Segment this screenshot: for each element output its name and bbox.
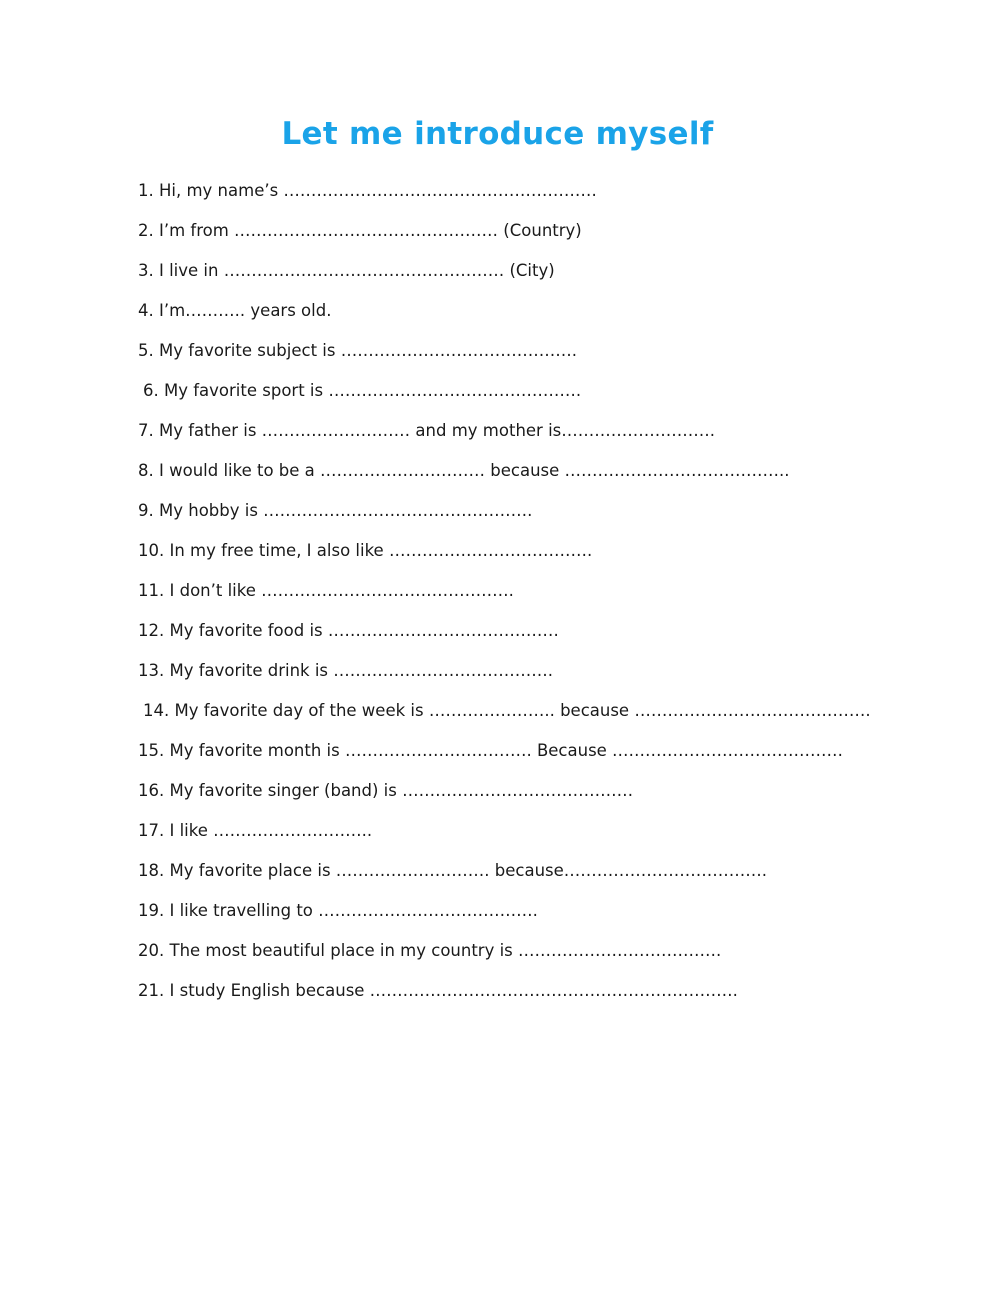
sentence-line: 6. My favorite sport is ………………………………………. [143,381,582,400]
sentence-line: 16. My favorite singer (band) is …………………………………… [138,781,634,800]
sentence-list [138,178,871,1018]
sentence-line: 4. I’m……….. years old. [138,301,332,320]
sentence-line: 7. My father is ……………………… and my mother is………………………. [138,421,716,440]
sentence-line: 18. My favorite place is ………………………. because………………………………. [138,861,768,880]
sentence-line: 3. I live in …………………………………………… (City) [138,261,555,280]
sentence-line: 2. I’m from ………………………………………… (Country) [138,221,582,240]
sentence-line: 14. My favorite day of the week is ………………….. because ……………………………………. [143,701,871,720]
sentence-line: 17. I like ……………………….. [138,821,373,840]
sentence-line: 9. My hobby is …………………………………………. [138,501,533,520]
page-title: Let me introduce myself [281,116,714,152]
sentence-line: 15. My favorite month is ……………………………. Because …………………………………… [138,741,844,760]
sentence-line: 1. Hi, my name’s ………………………………………………… [138,181,597,200]
sentence-line: 5. My favorite subject is ……………………………………. [138,341,577,360]
sentence-line: 13. My favorite drink is …………………………………. [138,661,554,680]
sentence-line: 10. In my free time, I also like ………………………………. [138,541,593,560]
sentence-line: 11. I don’t like ………………………………………. [138,581,514,600]
sentence-line: 20. The most beautiful place in my country is ………………………………. [138,941,722,960]
sentence-line: 12. My favorite food is …………………………………… [138,621,559,640]
sentence-line: 8. I would like to be a ………………………… because ………………………………….. [138,461,790,480]
sentence-line: 21. I study English because …………………………………………………………. [138,981,738,1000]
sentence-line: 19. I like travelling to …………………………………. [138,901,538,920]
